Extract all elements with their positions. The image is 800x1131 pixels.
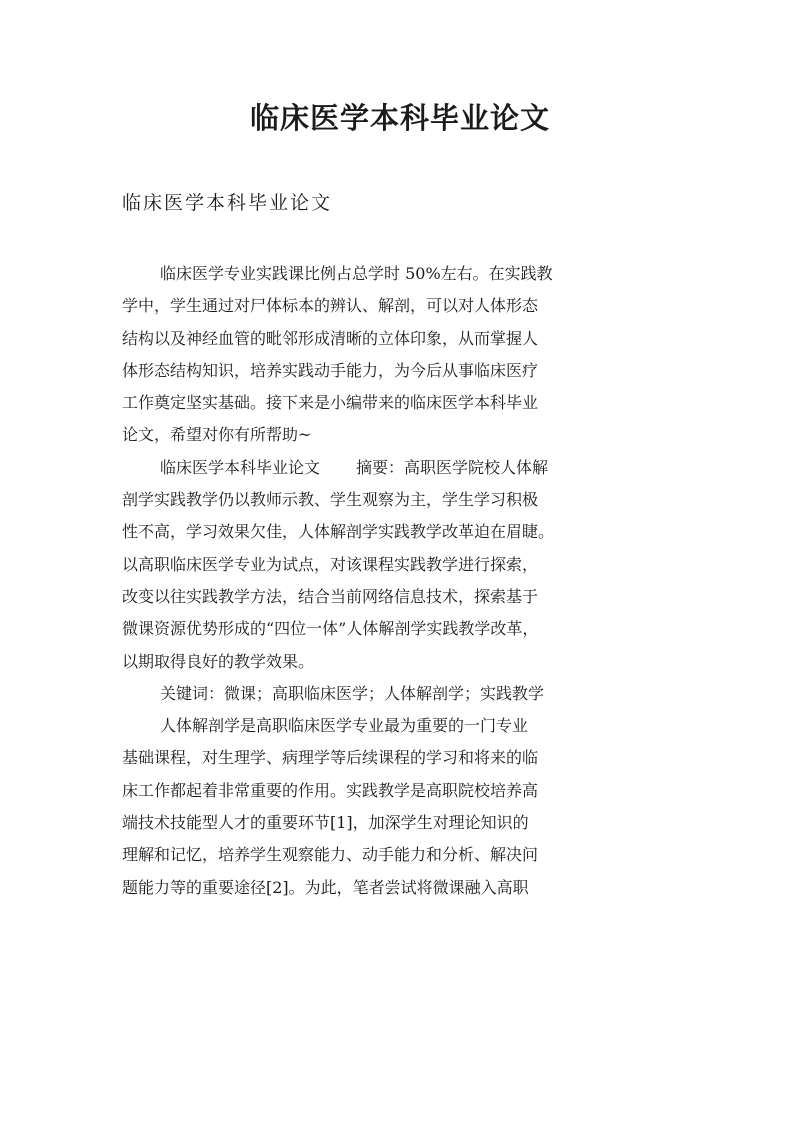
abstract-label: 摘要：高职医学院校人体解 xyxy=(356,457,549,477)
abstract-first-line xyxy=(122,455,678,487)
text-line: 结构以及神经血管的毗邻形成清晰的立体印象，从而掌握人 xyxy=(122,328,539,348)
text-line: 端技术技能型人才的重要环节[1]，加深学生对理论知识的 xyxy=(122,813,529,833)
text-line: 改变以往实践教学方法，结合当前网络信息技术，探索基于 xyxy=(122,586,539,606)
text-line: 学中，学生通过对尸体标本的辨认、解剖，可以对人体形态 xyxy=(122,296,539,316)
text-line: 性不高，学习效果欠佳，人体解剖学实践教学改革迫在眉睫。 xyxy=(122,522,555,542)
text-line: 床工作都起着非常重要的作用。实践教学是高职院校培养高 xyxy=(122,780,539,800)
text-line: 剖学实践教学仍以教师示教、学生观察为主，学生学习积极 xyxy=(122,490,539,510)
text-line: 理解和记忆，培养学生观察能力、动手能力和分析、解决问 xyxy=(122,845,539,865)
text-line: 题能力等的重要途径[2]。为此，笔者尝试将微课融入高职 xyxy=(122,877,529,897)
abstract-heading: 临床医学本科毕业论文 xyxy=(160,457,321,477)
document-title: 临床医学本科毕业论文 xyxy=(249,101,550,135)
text-line: 体形态结构知识，培养实践动手能力，为今后从事临床医疗 xyxy=(122,360,539,380)
main-paragraph xyxy=(122,713,678,907)
abstract-paragraph xyxy=(122,455,678,681)
text-line: 以期取得良好的教学效果。 xyxy=(122,651,315,671)
text-line: 基础课程，对生理学、病理学等后续课程的学习和将来的临 xyxy=(122,748,539,768)
text-line: 论文，希望对你有所帮助~ xyxy=(122,425,312,445)
text-line: 以高职临床医学专业为试点，对该课程实践教学进行探索， xyxy=(122,554,539,574)
document-subtitle: 临床医学本科毕业论文 xyxy=(122,192,333,214)
keywords-paragraph xyxy=(122,681,678,713)
document-body xyxy=(122,261,678,907)
intro-paragraph xyxy=(122,261,678,455)
keywords-line: 关键词：微课；高职临床医学；人体解剖学；实践教学 xyxy=(160,683,545,703)
text-line: 微课资源优势形成的“四位一体”人体解剖学实践教学改革， xyxy=(122,619,539,639)
text-line: 工作奠定坚实基础。接下来是小编带来的临床医学本科毕业 xyxy=(122,393,539,413)
text-line: 人体解剖学是高职临床医学专业最为重要的一门专业 xyxy=(160,716,529,736)
text-line: 临床医学专业实践课比例占总学时 50%左右。在实践教 xyxy=(160,264,553,283)
